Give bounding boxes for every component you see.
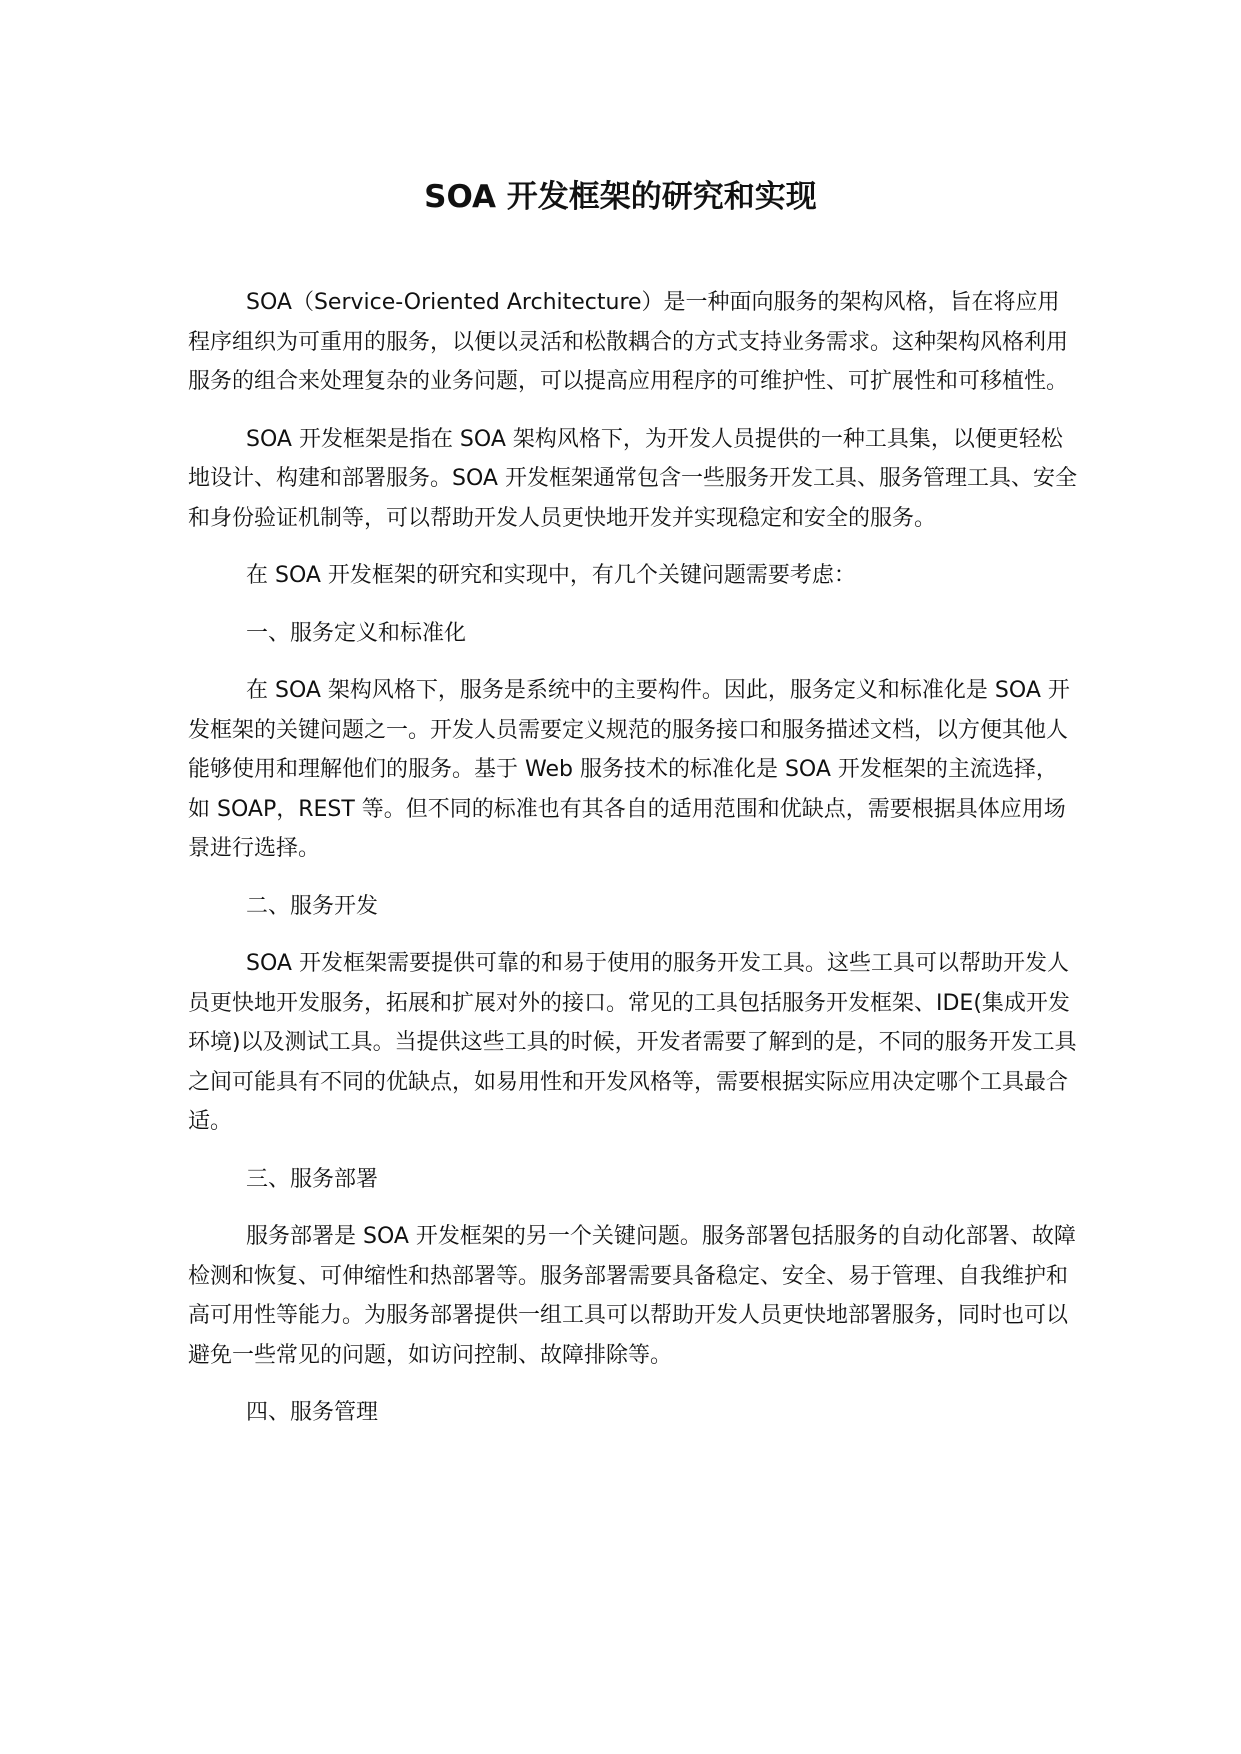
- section-heading-service-management: 四、服务管理: [246, 1400, 379, 1425]
- paragraph-service-development: SOA 开发框架需要提供可靠的和易于使用的服务开发工具。这些工具可以帮助开发人员更快地开发服务，拓展和扩展对外的接口。常见的工具包括服务开发框架、IDE(集成开发环境)以及测试工具。当提供这些工具的时候，开发者需要了解到的是，不同的服务开发工具之间可能具有不同的优缺点，如易用性和开发风格等，需要根据实际应用决定哪个工具最合适。: [188, 951, 1077, 1134]
- section-heading-service-development: 二、服务开发: [246, 893, 379, 919]
- paragraph-key-issues: 在 SOA 开发框架的研究和实现中，有几个关键问题需要考虑：: [246, 563, 856, 588]
- paragraph-service-definition: 在 SOA 架构风格下，服务是系统中的主要构件。因此，服务定义和标准化是 SOA 开发框架的关键问题之一。开发人员需要定义规范的服务接口和服务描述文档，以方便其他人能够使用和理解他们的服务。基于 Web 服务技术的标准化是 SOA 开发框架的主流选择，如 SOAP，REST 等。但不同的标准也有其各自的适用范围和优缺点，需要根据具体应用场景进行选择。: [188, 678, 1070, 861]
- section-heading-service-deployment: 三、服务部署: [246, 1166, 379, 1192]
- document-title: SOA 开发框架的研究和实现: [424, 179, 817, 215]
- paragraph-framework-definition: SOA 开发框架是指在 SOA 架构风格下，为开发人员提供的一种工具集，以便更轻松地设计、构建和部署服务。SOA 开发框架通常包含一些服务开发工具、服务管理工具、安全和身份验证机制等，可以帮助开发人员更快地开发并实现稳定和安全的服务。: [188, 426, 1077, 531]
- paragraph-service-deployment: 服务部署是 SOA 开发框架的另一个关键问题。服务部署包括服务的自动化部署、故障检测和恢复、可伸缩性和热部署等。服务部署需要具备稳定、安全、易于管理、自我维护和高可用性等能力。为服务部署提供一组工具可以帮助开发人员更快地部署服务，同时也可以避免一些常见的问题，如访问控制、故障排除等。: [188, 1224, 1076, 1368]
- document-body: [188, 283, 1078, 1451]
- section-heading-service-definition: 一、服务定义和标准化: [246, 620, 467, 646]
- paragraph-intro: SOA（Service-Oriented Architecture）是一种面向服务的架构风格，旨在将应用程序组织为可重用的服务，以便以灵活和松散耦合的方式支持业务需求。这种架构风格利用服务的组合来处理复杂的业务问题，可以提高应用程序的可维护性、可扩展性和可移植性。: [188, 290, 1069, 394]
